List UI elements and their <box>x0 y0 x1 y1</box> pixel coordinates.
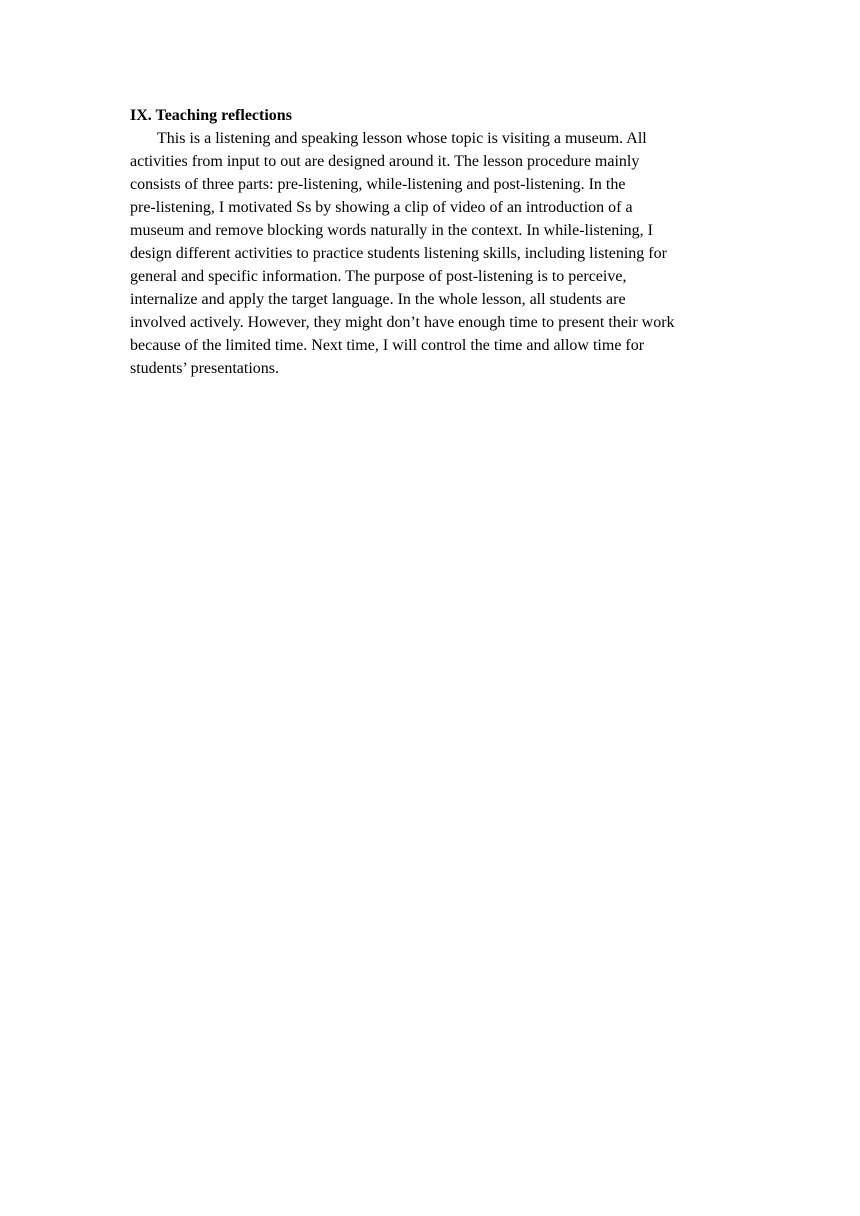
paragraph-line: activities from input to out are designed around it. The lesson procedure mainly <box>130 153 640 170</box>
reflection-paragraph <box>130 127 730 380</box>
paragraph-line: pre-listening, I motivated Ss by showing a clip of video of an introduction of a <box>130 199 633 216</box>
paragraph-line: general and specific information. The purpose of post-listening is to perceive, <box>130 268 627 285</box>
paragraph-line: This is a listening and speaking lesson whose topic is visiting a museum. All <box>157 130 647 147</box>
paragraph-line: students’ presentations. <box>130 360 280 377</box>
section-heading: IX. Teaching reflections <box>130 107 292 124</box>
paragraph-line: internalize and apply the target language. In the whole lesson, all students are <box>130 291 626 308</box>
paragraph-line: involved actively. However, they might don’t have enough time to present their work <box>130 314 675 331</box>
paragraph-line: museum and remove blocking words naturally in the context. In while-listening, I <box>130 222 653 239</box>
paragraph-line: consists of three parts: pre-listening, while-listening and post-listening. In the <box>130 176 626 193</box>
document-content <box>130 104 730 380</box>
paragraph-line: because of the limited time. Next time, I will control the time and allow time for <box>130 337 645 354</box>
paragraph-line: design different activities to practice students listening skills, including listening for <box>130 245 667 262</box>
